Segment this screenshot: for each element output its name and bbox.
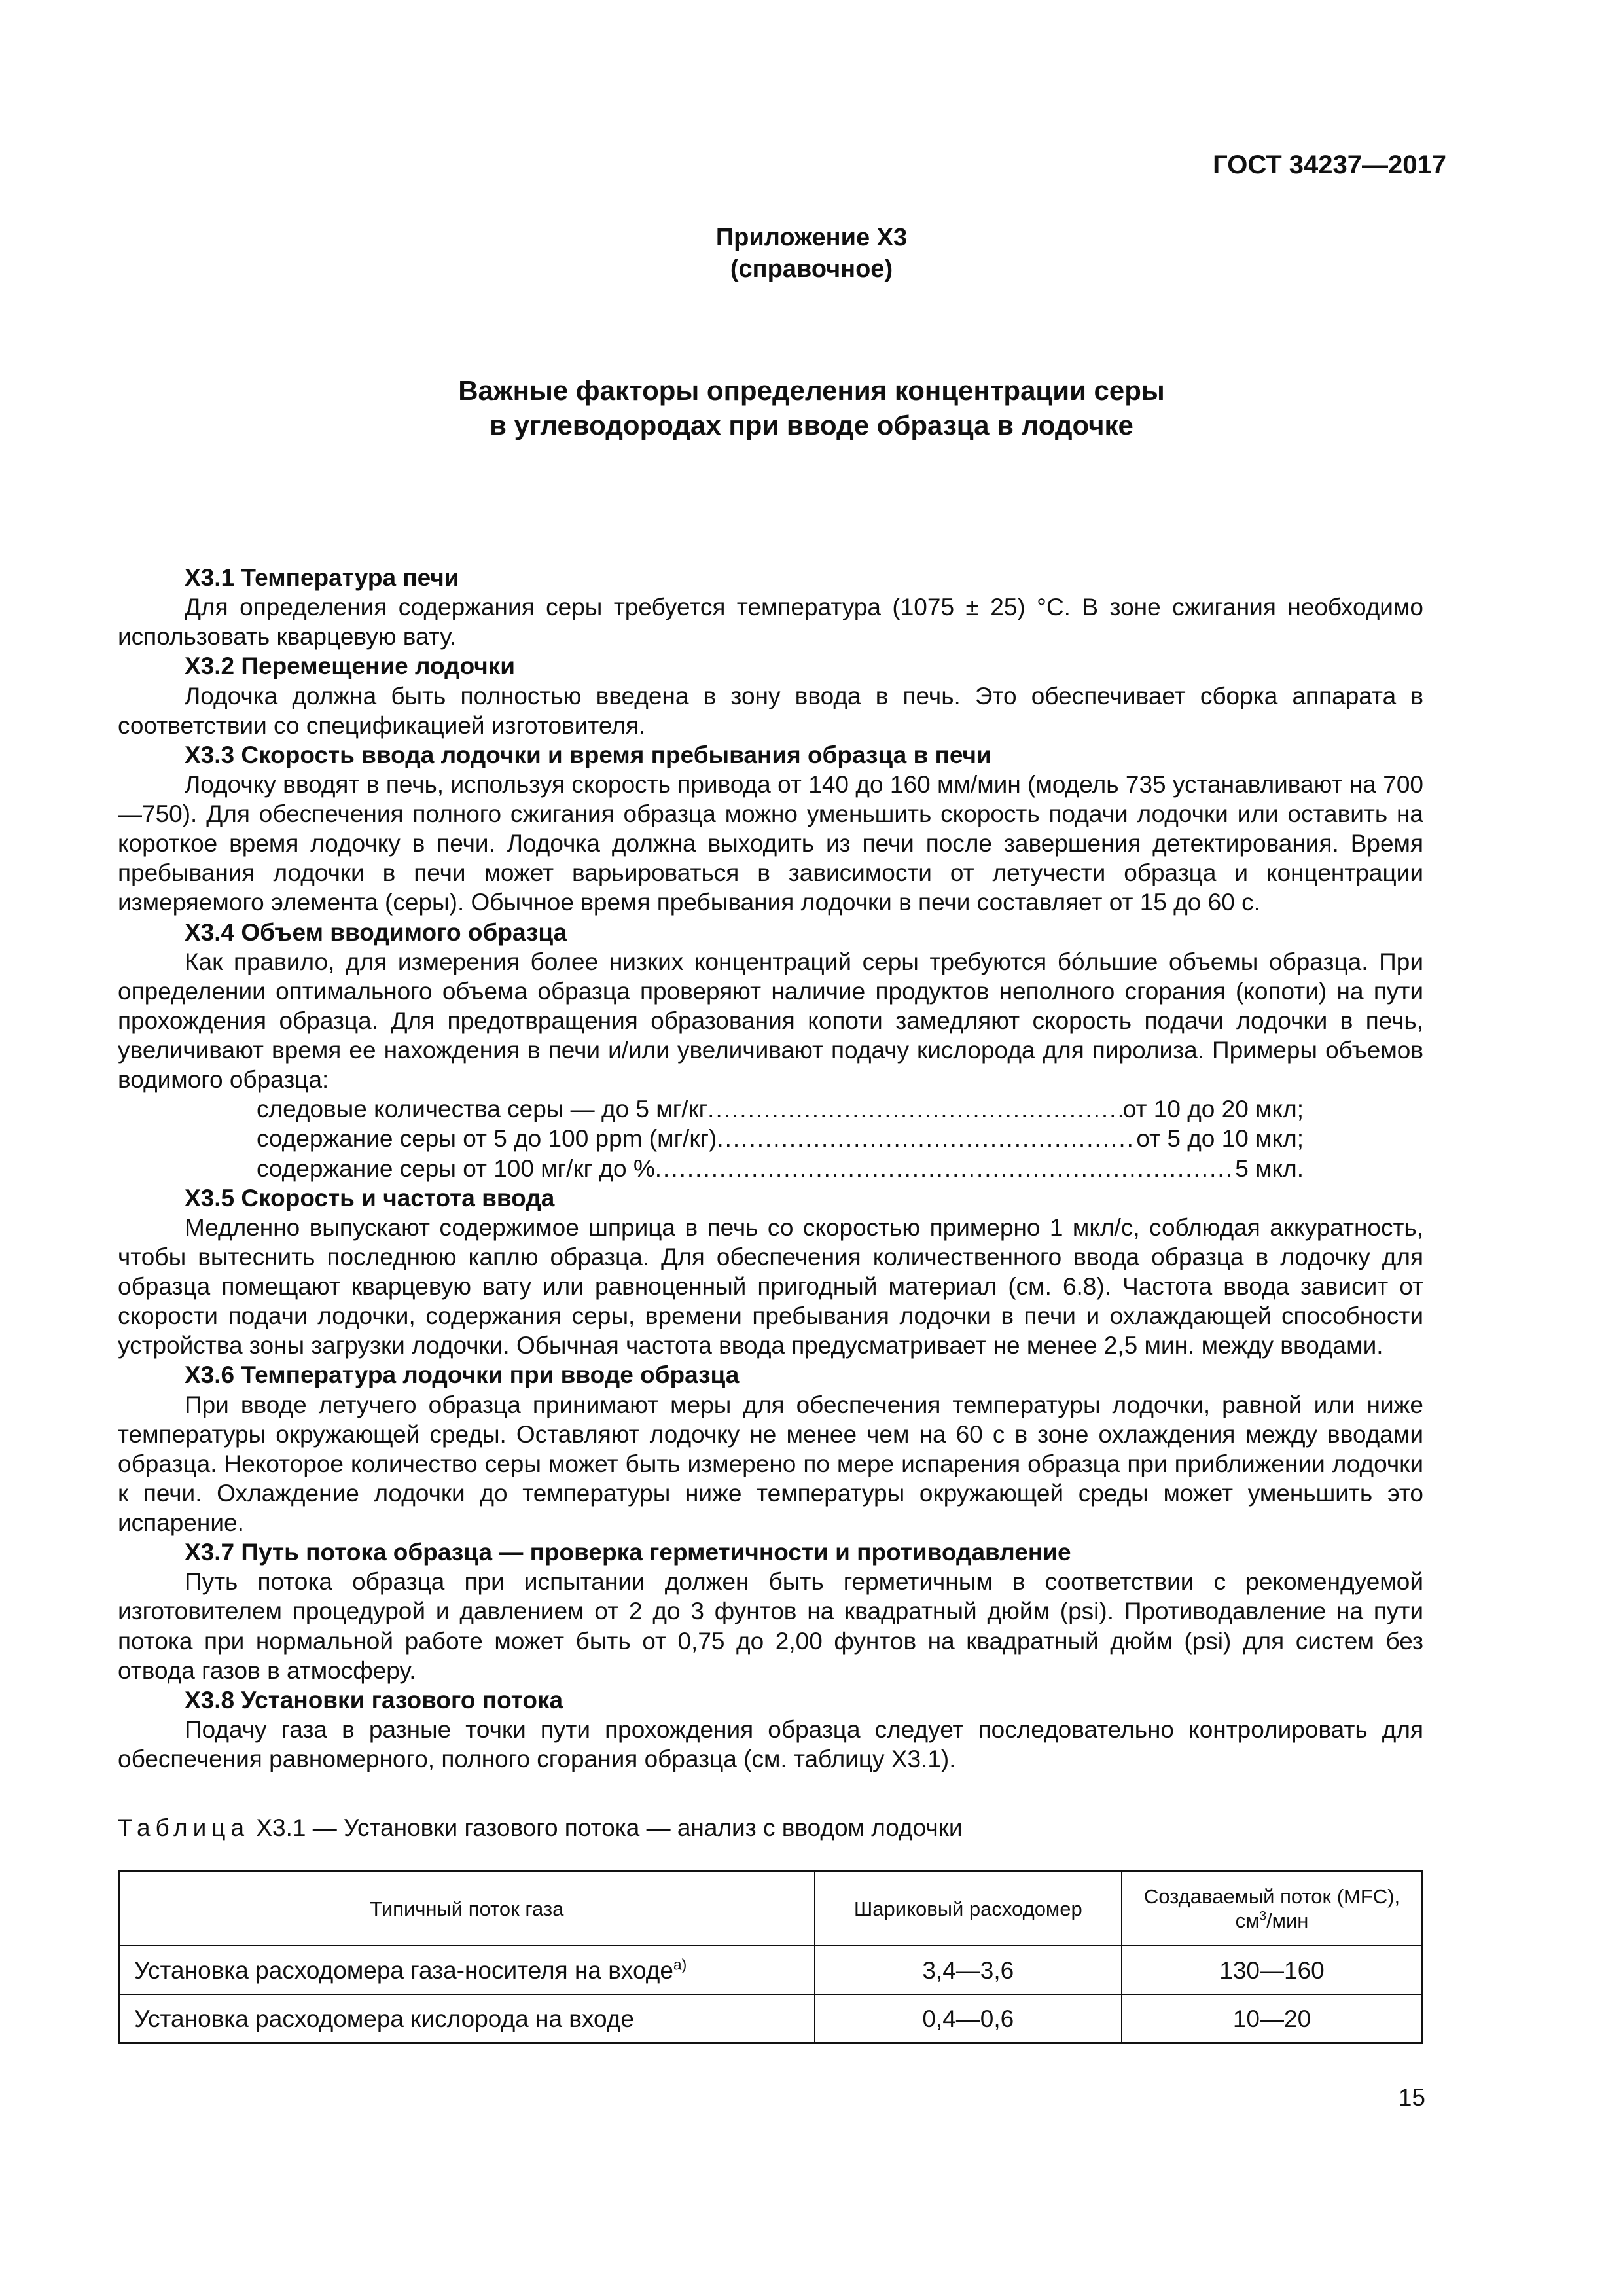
column-header-ball-meter: Шариковый расходомер bbox=[815, 1871, 1122, 1946]
list-item-label: следовые количества серы — до 5 мг/кг bbox=[257, 1096, 708, 1123]
title-line-2: в углеводородах при вводе образца в лодочке bbox=[490, 410, 1133, 441]
table-row bbox=[119, 1946, 1423, 1994]
column-header-mfc-line1: Создаваемый поток (MFC), bbox=[1143, 1885, 1400, 1909]
column-header-mfc-unit-base: см bbox=[1235, 1909, 1260, 1933]
sample-volume-list bbox=[118, 1094, 1423, 1183]
section-text-x3-4: Как правило, для измерения более низких концентраций серы требуются бóльшие объемы образца. При определении оптимального объема образца проверяют наличие продуктов неполного сгорания (копоти) на пути прохождения образца. Для предотвращения образования копоти замедляют скорость подачи лодочки в печь, увеличивают время ее нахождения в печи и/или увеличивают подачу кислорода для пиролиза. Примеры объемов водимого образца: bbox=[118, 948, 1423, 1094]
table-header-row bbox=[119, 1871, 1423, 1946]
section-heading-x3-1: Х3.1 Температура печи bbox=[185, 564, 459, 591]
title-line-1: Важные факторы определения концентрации серы bbox=[458, 375, 1165, 406]
cell-flow bbox=[119, 1946, 815, 1994]
page-title bbox=[0, 373, 1623, 443]
annex-heading bbox=[0, 223, 1623, 285]
section-text-x3-7: Путь потока образца при испытании должен быть герметичным в соответствии с рекомендуемой изготовителем процедурой и давлением от 2 до 3 фунтов на квадратный дюйм (psi). Противодавление на пути потока при нормальной работе может быть от 0,75 до 2,00 фунтов на квадратный дюйм (psi) для систем без отвода газов в атмосферу. bbox=[118, 1568, 1423, 1684]
cell-ball-meter: 3,4—3,6 bbox=[815, 1946, 1122, 1994]
list-item-value: от 10 до 20 мкл; bbox=[1122, 1096, 1304, 1123]
table-caption-prefix: Таблица bbox=[118, 1814, 250, 1842]
section-heading-x3-6: Х3.6 Температура лодочки при вводе образца bbox=[185, 1361, 740, 1389]
column-header-mfc-unit-rest: /мин bbox=[1266, 1909, 1309, 1933]
list-item-label: содержание серы от 5 до 100 ppm (мг/кг) bbox=[257, 1125, 717, 1153]
leader-dots bbox=[717, 1124, 1136, 1153]
list-item-value: от 5 до 10 мкл; bbox=[1136, 1125, 1304, 1153]
footnote-mark: а) bbox=[673, 1956, 687, 1973]
column-header-mfc bbox=[1122, 1871, 1423, 1946]
document-body bbox=[118, 563, 1423, 2044]
section-text-x3-1: Для определения содержания серы требуется температура (1075 ± 25) °C. В зоне сжигания необходимо использовать кварцевую вату. bbox=[118, 594, 1423, 651]
cell-mfc: 10—20 bbox=[1122, 1994, 1423, 2043]
list-item bbox=[257, 1154, 1304, 1183]
leader-dots bbox=[707, 1094, 1123, 1124]
column-header-mfc-unit-sup: 3 bbox=[1259, 1909, 1267, 1924]
table-caption-text: Х3.1 — Установки газового потока — анализ с вводом лодочки bbox=[256, 1814, 963, 1842]
page-number: 15 bbox=[1398, 2084, 1425, 2111]
cell-ball-meter: 0,4—0,6 bbox=[815, 1994, 1122, 2043]
leader-dots bbox=[655, 1154, 1235, 1183]
gas-flow-table bbox=[118, 1870, 1423, 2044]
list-item bbox=[257, 1094, 1304, 1124]
cell-flow bbox=[119, 1994, 815, 2043]
section-text-x3-6: При вводе летучего образца принимают меры для обеспечения температуры лодочки, равной или ниже температуры окружающей среды. Оставляют лодочку не менее чем на 60 с в зоне охлаждения между вводами образца. Некоторое количество серы может быть измерено по мере испарения образца при приближении лодочки к печи. Охлаждение лодочки до температуры ниже температуры окружающей среды может уменьшить это испарение. bbox=[118, 1391, 1423, 1536]
section-heading-x3-8: Х3.8 Установки газового потока bbox=[185, 1686, 563, 1713]
table-row bbox=[119, 1994, 1423, 2043]
section-heading-x3-2: Х3.2 Перемещение лодочки bbox=[185, 653, 515, 680]
section-heading-x3-3: Х3.3 Скорость ввода лодочки и время пребывания образца в печи bbox=[185, 741, 991, 768]
section-text-x3-5: Медленно выпускают содержимое шприца в печь со скоростью примерно 1 мкл/с, соблюдая аккуратность, чтобы вытеснить последнюю каплю образца. Для обеспечения количественного ввода образца в лодочку для образца помещают кварцевую вату или равноценный пригодный материал (см. 6.8). Частота ввода зависит от скорости подачи лодочки, содержания серы, времени пребывания лодочки в печи и охлаждающей способности устройства зоны загрузки лодочки. Обычная частота ввода предусматривает не менее 2,5 мин. между вводами. bbox=[118, 1213, 1423, 1359]
cell-mfc: 130—160 bbox=[1122, 1946, 1423, 1994]
section-text-x3-2: Лодочка должна быть полностью введена в зону ввода в печь. Это обеспечивает сборка аппарата в соответствии со спецификацией изготовителя. bbox=[118, 682, 1423, 739]
cell-flow-text: Установка расходомера кислорода на входе bbox=[134, 2005, 634, 2032]
annex-kind: (справочное) bbox=[730, 255, 893, 283]
cell-flow-text: Установка расходомера газа-носителя на входе bbox=[134, 1956, 673, 1984]
section-heading-x3-7: Х3.7 Путь потока образца — проверка герметичности и противодавление bbox=[185, 1539, 1071, 1566]
table-caption bbox=[118, 1813, 1423, 1842]
annex-label: Приложение Х3 bbox=[715, 224, 908, 251]
section-text-x3-3: Лодочку вводят в печь, используя скорость привода от 140 до 160 мм/мин (модель 735 устанавливают на 700—750). Для обеспечения полного сжигания образца можно уменьшить скорость подачи лодочки или оставить на короткое время лодочку в печи. Лодочка должна выходить из печи после завершения детектирования. Время пребывания лодочки в печи может варьироваться в зависимости от летучести образца и концентрации измеряемого элемента (серы). Обычное время пребывания лодочки в печи составляет от 15 до 60 с. bbox=[118, 770, 1423, 916]
column-header-flow: Типичный поток газа bbox=[119, 1871, 815, 1946]
section-heading-x3-4: Х3.4 Объем вводимого образца bbox=[185, 918, 567, 946]
list-item-label: содержание серы от 100 мг/кг до % bbox=[257, 1155, 655, 1182]
section-heading-x3-5: Х3.5 Скорость и частота ввода bbox=[185, 1184, 555, 1211]
list-item bbox=[257, 1124, 1304, 1153]
document-code: ГОСТ 34237—2017 bbox=[1213, 151, 1446, 179]
list-item-value: 5 мкл. bbox=[1235, 1155, 1304, 1182]
section-text-x3-8: Подачу газа в разные точки пути прохождения образца следует последовательно контролировать для обеспечения равномерного, полного сгорания образца (см. таблицу Х3.1). bbox=[118, 1715, 1423, 1772]
